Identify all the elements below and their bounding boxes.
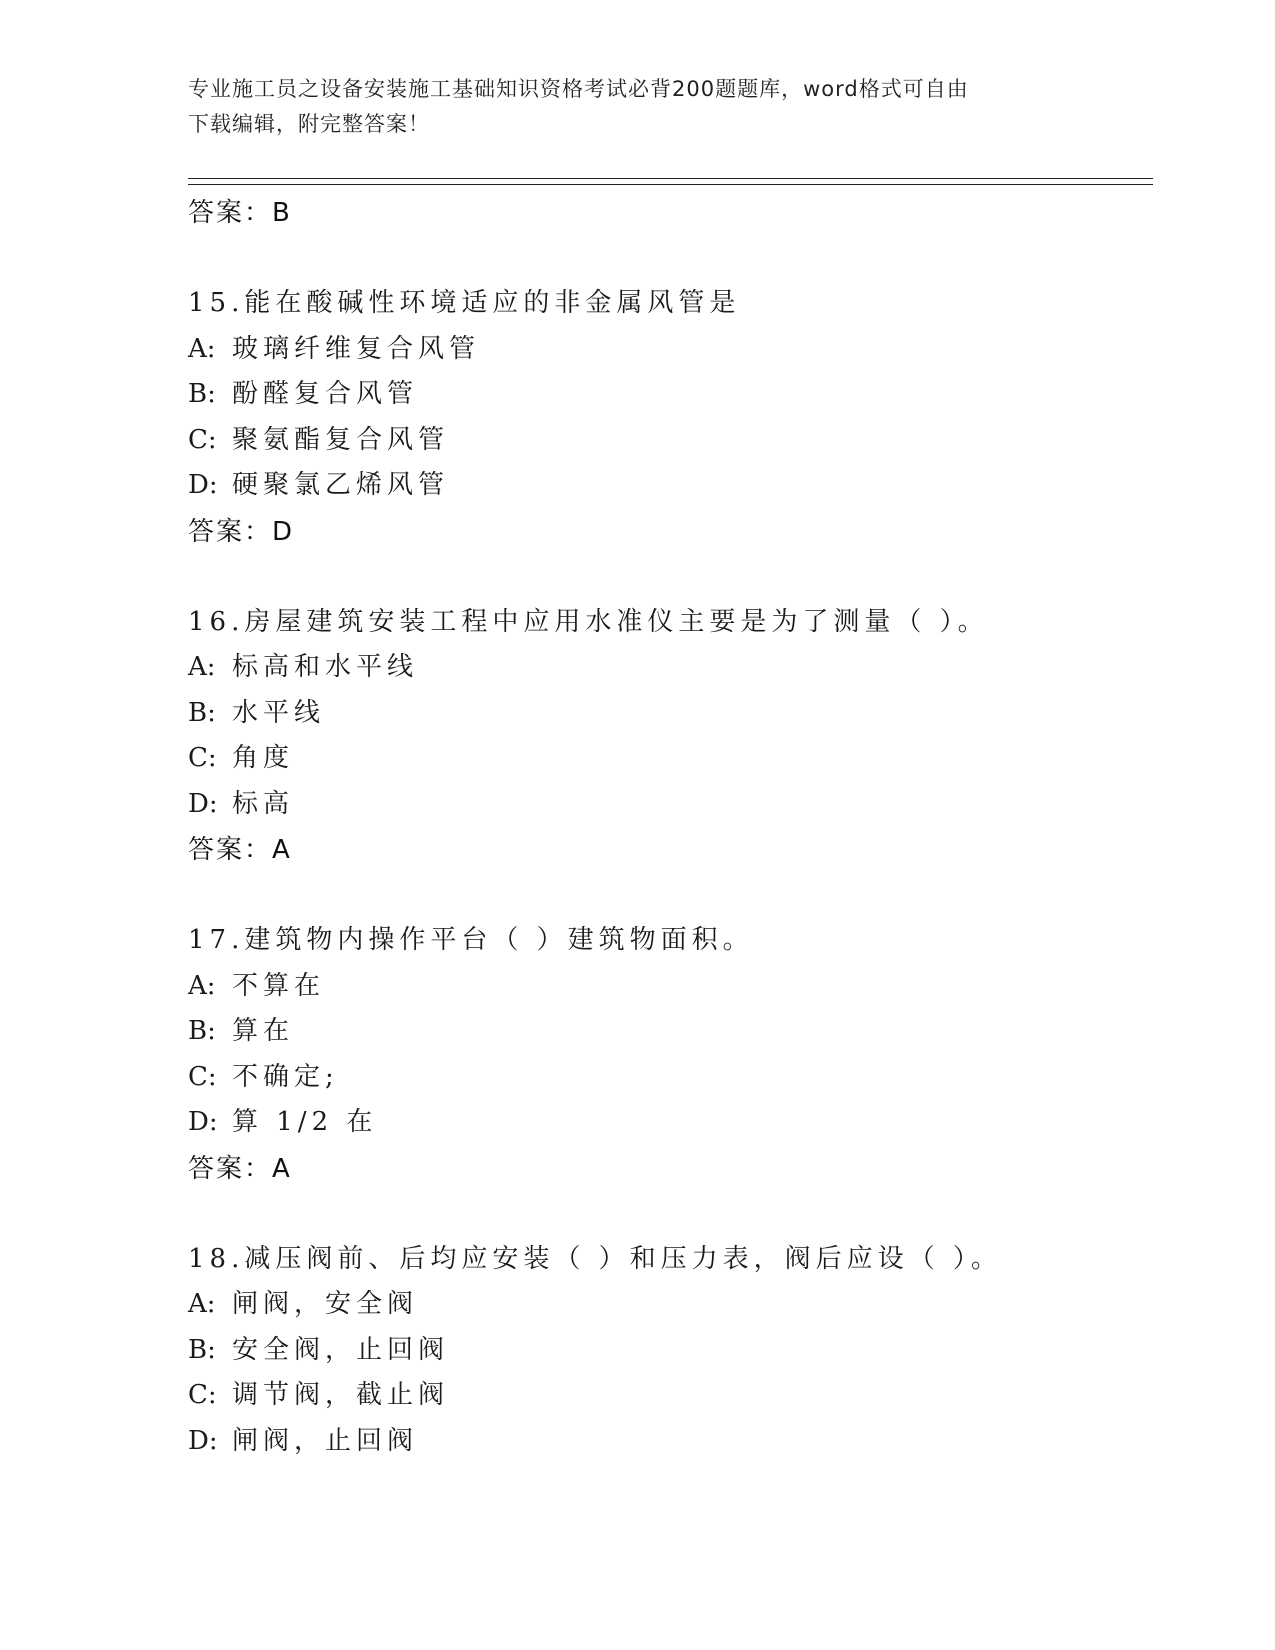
question-stem: 15.能在酸碱性环境适应的非金属风管是 <box>188 288 741 318</box>
option-text: 标高和水平线 <box>232 652 419 682</box>
answer-label: 答案：A <box>188 1153 292 1184</box>
option-letter: D: <box>188 470 218 500</box>
header-title-line-2: 下载编辑，附完整答案！ <box>188 112 430 136</box>
header-title-line-1: 专业施工员之设备安装施工基础知识资格考试必背200题题库，word格式可自由 <box>188 77 969 101</box>
option-text: 标高 <box>232 788 295 819</box>
option-text: 闸阀，止回阀 <box>232 1425 419 1456</box>
option-letter: A: <box>188 333 216 364</box>
option-text: 算在 <box>232 1016 295 1046</box>
option-letter: B: <box>188 1334 216 1365</box>
option-b <box>188 1328 1153 1374</box>
option-a <box>188 1282 1153 1328</box>
option-a <box>188 645 1153 691</box>
option-text: 水平线 <box>232 697 326 728</box>
option-c <box>188 418 1153 464</box>
question-stem: 18.减压阀前、后均应安装（ ）和压力表，阀后应设（ ）。 <box>188 1243 1002 1274</box>
option-letter: B: <box>188 379 216 409</box>
option-text: 硬聚氯乙烯风管 <box>232 470 450 500</box>
option-letter: C: <box>188 1380 217 1410</box>
option-a <box>188 964 1153 1010</box>
question-17 <box>188 918 1153 1192</box>
option-letter: C: <box>188 424 217 455</box>
answer-label: 答案：D <box>188 516 295 547</box>
header-divider <box>188 178 1153 185</box>
option-letter: C: <box>188 743 217 773</box>
option-letter: A: <box>188 970 216 1001</box>
question-stem: 16.房屋建筑安装工程中应用水准仪主要是为了测量（ ）。 <box>188 606 989 637</box>
option-text: 调节阀，截止阀 <box>232 1380 450 1410</box>
option-a <box>188 327 1153 373</box>
option-letter: D: <box>188 788 218 819</box>
option-c <box>188 1055 1153 1101</box>
question-16 <box>188 600 1153 874</box>
option-text: 安全阀，止回阀 <box>232 1334 450 1365</box>
option-c <box>188 1373 1153 1419</box>
document-header <box>188 72 1088 142</box>
option-text: 闸阀，安全阀 <box>232 1289 419 1319</box>
option-d <box>188 782 1153 828</box>
question-stem: 17.建筑物内操作平台（ ）建筑物面积。 <box>188 925 754 955</box>
option-b <box>188 691 1153 737</box>
option-text: 算 1/2 在 <box>232 1107 378 1137</box>
answer-label: 答案：B <box>188 198 292 228</box>
option-text: 聚氨酯复合风管 <box>232 424 450 455</box>
option-text: 不算在 <box>232 970 326 1001</box>
option-text: 玻璃纤维复合风管 <box>232 333 481 364</box>
option-letter: B: <box>188 1016 216 1046</box>
option-c <box>188 736 1153 782</box>
option-text: 酚醛复合风管 <box>232 379 419 409</box>
option-text: 角度 <box>232 743 295 773</box>
option-letter: D: <box>188 1107 218 1137</box>
option-text: 不确定; <box>232 1061 339 1092</box>
option-d <box>188 463 1153 509</box>
option-d <box>188 1100 1153 1146</box>
option-b <box>188 1009 1153 1055</box>
question-list <box>188 190 1153 1464</box>
option-letter: A: <box>188 652 216 682</box>
answer-label: 答案：A <box>188 835 292 865</box>
question-18 <box>188 1237 1153 1465</box>
option-letter: A: <box>188 1289 216 1319</box>
option-b <box>188 372 1153 418</box>
question-15 <box>188 281 1153 555</box>
option-letter: B: <box>188 697 216 728</box>
option-d <box>188 1419 1153 1465</box>
option-letter: C: <box>188 1061 217 1092</box>
option-letter: D: <box>188 1425 218 1456</box>
